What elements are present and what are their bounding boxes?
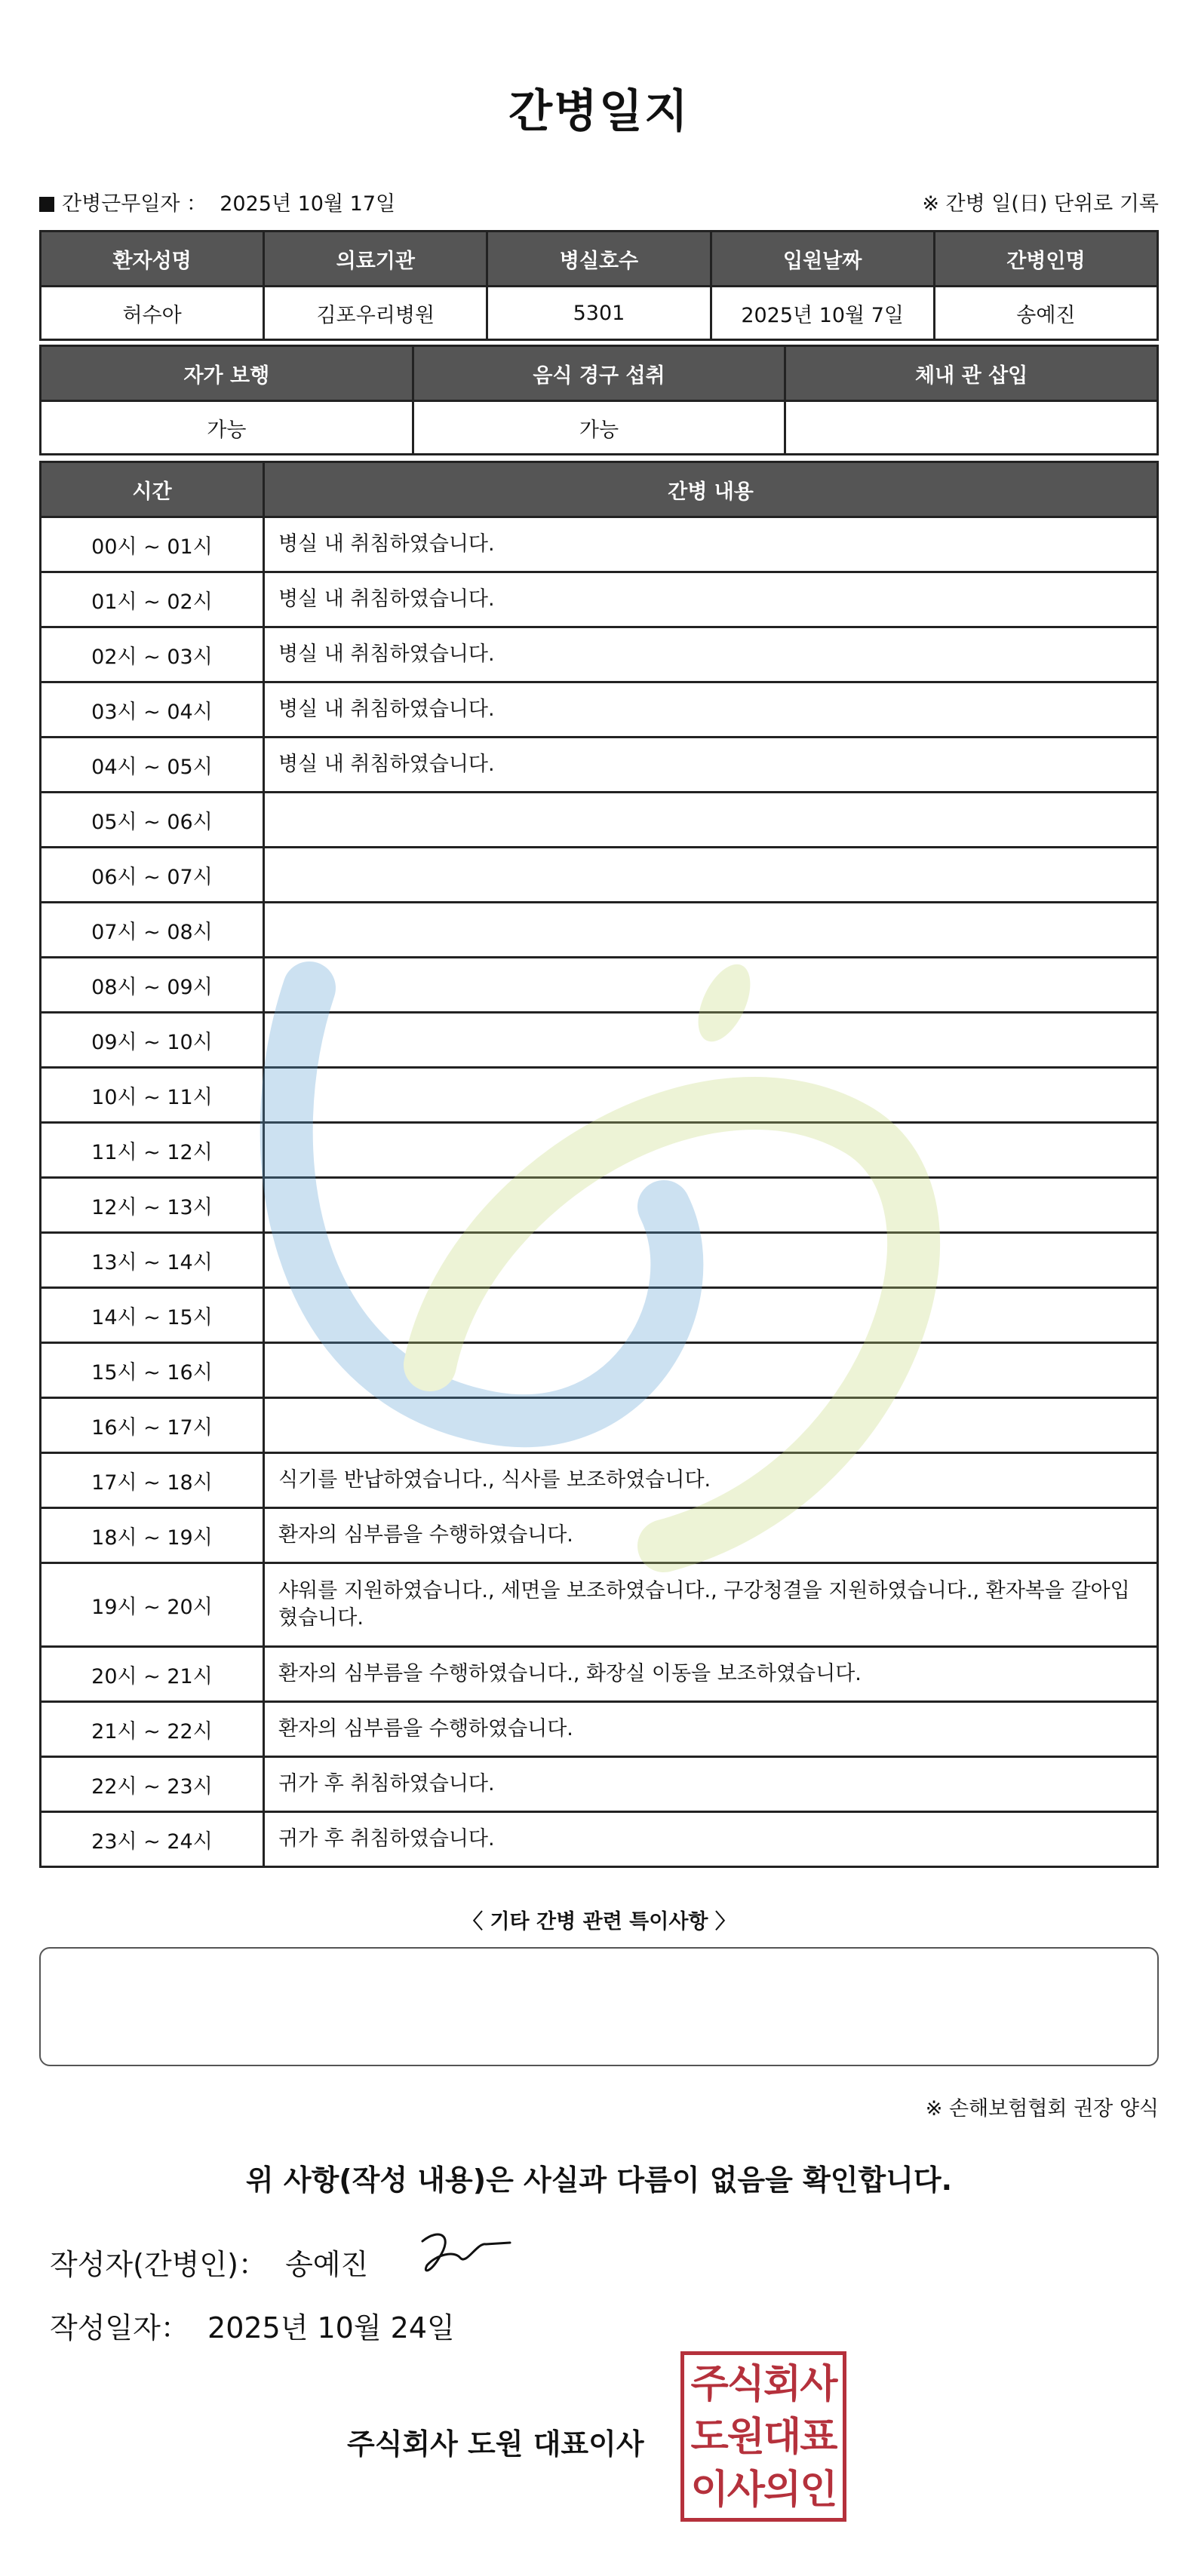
log-content: [264, 848, 1158, 903]
log-time: 01시 ~ 02시: [41, 572, 264, 627]
log-content: [264, 1288, 1158, 1343]
writer-row: [50, 2241, 368, 2283]
header-care-content: 간병 내용: [264, 462, 1158, 517]
room-number: 5301: [487, 287, 711, 340]
table-row: [41, 1508, 1158, 1563]
table-row: [41, 1068, 1158, 1123]
written-date-row: [50, 2305, 455, 2346]
log-time: 08시 ~ 09시: [41, 958, 264, 1013]
table-row: [41, 738, 1158, 793]
log-time: 04시 ~ 05시: [41, 738, 264, 793]
log-content: 귀가 후 취침하였습니다.: [264, 1757, 1158, 1812]
log-content: [264, 1343, 1158, 1398]
signature-icon: [416, 2228, 515, 2277]
writer-name: 송예진: [285, 2248, 369, 2281]
table-row: [41, 1563, 1158, 1647]
table-row: [41, 627, 1158, 682]
log-time: 10시 ~ 11시: [41, 1068, 264, 1123]
log-time: 13시 ~ 14시: [41, 1233, 264, 1288]
table-row: [41, 1288, 1158, 1343]
admission-date: 2025년 10월 7일: [711, 287, 934, 340]
work-date: [39, 187, 395, 216]
work-date-label: 간병근무일자 ：: [62, 192, 207, 216]
header-tube-insertion: 체내 관 삽입: [785, 346, 1158, 401]
log-content: [264, 1178, 1158, 1233]
hospital: 김포우리병원: [264, 287, 487, 340]
tube-insertion: [785, 401, 1158, 455]
header-room: 병실호수: [487, 232, 711, 287]
log-time: 06시 ~ 07시: [41, 848, 264, 903]
table-row: [41, 1453, 1158, 1508]
patient-info-table: [39, 230, 1159, 341]
log-time: 21시 ~ 22시: [41, 1702, 264, 1757]
log-content: [264, 1398, 1158, 1453]
log-content: 샤워를 지원하였습니다., 세면을 보조하였습니다., 구강청결을 지원하였습니다., 환자복을 갈아입혔습니다.: [264, 1563, 1158, 1647]
square-bullet-icon: [39, 197, 54, 212]
table-row: [41, 1233, 1158, 1288]
log-content: 식기를 반납하였습니다., 식사를 보조하였습니다.: [264, 1453, 1158, 1508]
log-content: 병실 내 취침하였습니다.: [264, 682, 1158, 738]
log-time: 22시 ~ 23시: [41, 1757, 264, 1812]
table-row: [41, 572, 1158, 627]
writer-label: 작성자(간병인)：: [50, 2248, 267, 2281]
log-content: 환자의 심부름을 수행하였습니다., 화장실 이동을 보조하였습니다.: [264, 1647, 1158, 1702]
log-content: 병실 내 취침하였습니다.: [264, 627, 1158, 682]
page-title: 간병일지: [508, 85, 690, 138]
header-admission-date: 입원날짜: [711, 232, 934, 287]
log-time: 05시 ~ 06시: [41, 793, 264, 848]
patient-name: 허수아: [41, 287, 264, 340]
table-row: [41, 793, 1158, 848]
log-time: 20시 ~ 21시: [41, 1647, 264, 1702]
log-content: 환자의 심부름을 수행하였습니다.: [264, 1508, 1158, 1563]
log-content: 환자의 심부름을 수행하였습니다.: [264, 1702, 1158, 1757]
log-content: [264, 903, 1158, 958]
work-date-value: 2025년 10월 17일: [220, 192, 396, 216]
company-seal-stamp: [680, 2351, 846, 2522]
extra-notes-box: [39, 1947, 1159, 2066]
table-row: [41, 1178, 1158, 1233]
table-row: [41, 1343, 1158, 1398]
table-row: [41, 958, 1158, 1013]
header-caregiver: 간병인명: [934, 232, 1157, 287]
table-row: [41, 1757, 1158, 1812]
seal-line: 이사의인: [690, 2467, 837, 2513]
log-content: 병실 내 취침하였습니다.: [264, 572, 1158, 627]
table-row: [41, 1013, 1158, 1068]
table-row: [41, 1702, 1158, 1757]
log-content: [264, 1123, 1158, 1178]
seal-line: 주식회사: [690, 2362, 837, 2407]
written-date-label: 작성일자：: [50, 2311, 189, 2344]
table-row: [41, 848, 1158, 903]
oral-intake: 가능: [413, 401, 785, 455]
log-time: 07시 ~ 08시: [41, 903, 264, 958]
log-time: 19시 ~ 20시: [41, 1563, 264, 1647]
self-walking: 가능: [41, 401, 413, 455]
log-time: 11시 ~ 12시: [41, 1123, 264, 1178]
table-row: [41, 1123, 1158, 1178]
log-content: [264, 1068, 1158, 1123]
extra-notes-title: 〈 기타 간병 관련 특이사항 〉: [462, 1910, 736, 1934]
confirmation-statement: 위 사항(작성 내용)은 사실과 다름이 없음을 확인합니다.: [245, 2164, 953, 2197]
care-log-table: [39, 461, 1159, 1868]
log-content: [264, 958, 1158, 1013]
table-row: [41, 682, 1158, 738]
company-name: 주식회사 도원 대표이사: [347, 2427, 644, 2461]
log-content: 귀가 후 취침하였습니다.: [264, 1812, 1158, 1867]
log-time: 17시 ~ 18시: [41, 1453, 264, 1508]
log-time: 16시 ~ 17시: [41, 1398, 264, 1453]
log-content: [264, 793, 1158, 848]
header-oral-intake: 음식 경구 섭취: [413, 346, 785, 401]
log-time: 23시 ~ 24시: [41, 1812, 264, 1867]
table-row: [41, 1398, 1158, 1453]
written-date-value: 2025년 10월 24일: [207, 2311, 455, 2344]
log-content: 병실 내 취침하였습니다.: [264, 738, 1158, 793]
caregiver-name: 송예진: [934, 287, 1157, 340]
patient-status-table: [39, 345, 1159, 455]
header-self-walking: 자가 보행: [41, 346, 413, 401]
log-time: 00시 ~ 01시: [41, 517, 264, 572]
log-time: 18시 ~ 19시: [41, 1508, 264, 1563]
log-time: 09시 ~ 10시: [41, 1013, 264, 1068]
log-time: 12시 ~ 13시: [41, 1178, 264, 1233]
header-time: 시간: [41, 462, 264, 517]
log-time: 02시 ~ 03시: [41, 627, 264, 682]
form-source-note: ※ 손해보험협회 권장 양식: [925, 2097, 1159, 2121]
table-row: [41, 1647, 1158, 1702]
table-row: [41, 903, 1158, 958]
log-content: [264, 1233, 1158, 1288]
header-hospital: 의료기관: [264, 232, 487, 287]
header-patient-name: 환자성명: [41, 232, 264, 287]
log-content: 병실 내 취침하였습니다.: [264, 517, 1158, 572]
table-row: [41, 517, 1158, 572]
seal-line: 도원대표: [690, 2415, 837, 2460]
log-time: 15시 ~ 16시: [41, 1343, 264, 1398]
record-unit-note: ※ 간병 일(日) 단위로 기록: [922, 192, 1159, 216]
log-time: 14시 ~ 15시: [41, 1288, 264, 1343]
log-time: 03시 ~ 04시: [41, 682, 264, 738]
log-content: [264, 1013, 1158, 1068]
table-row: [41, 1812, 1158, 1867]
